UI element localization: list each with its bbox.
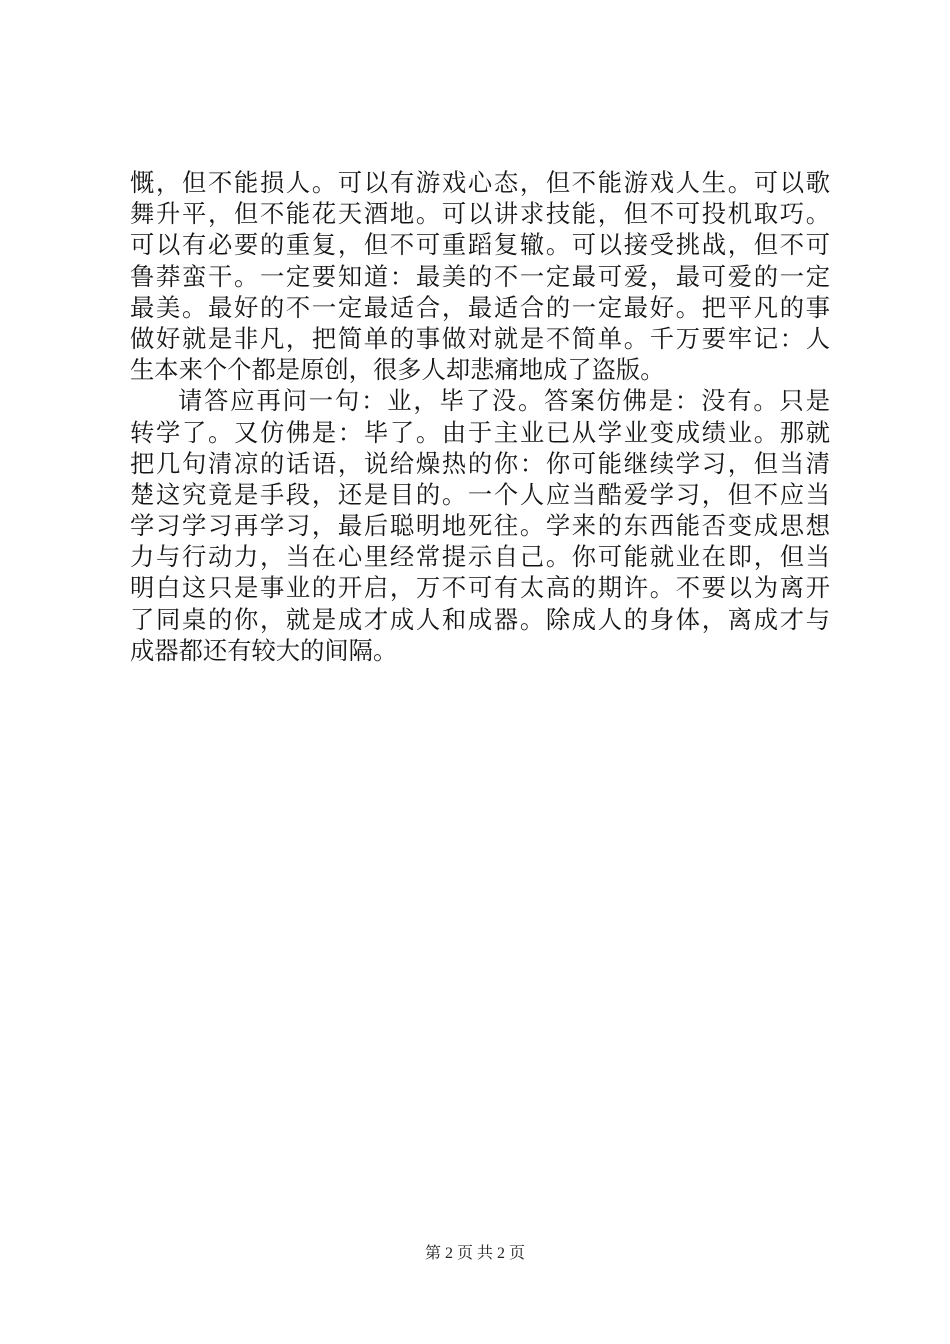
- text-line: 力与行动力，当在心里经常提示自己。你可能就业在即，但当: [130, 542, 830, 572]
- text-line: 做好就是非凡，把简单的事做对就是不简单。千万要牢记：人: [130, 323, 830, 353]
- text-line: 请答应再问一句：业，毕了没。答案仿佛是：没有。只是: [178, 386, 830, 416]
- text-line: 生本来个个都是原创，很多人却悲痛地成了盗版。: [130, 355, 665, 385]
- text-line: 把几句清凉的话语，说给燥热的你：你可能继续学习，但当清: [130, 448, 830, 478]
- text-line: 鲁莽蛮干。一定要知道：最美的不一定最可爱，最可爱的一定: [130, 261, 830, 291]
- page-number-footer: 第 2 页 共 2 页: [424, 1245, 525, 1262]
- text-line: 慨，但不能损人。可以有游戏心态，但不能游戏人生。可以歌: [130, 168, 830, 197]
- text-line: 可以有必要的重复，但不可重蹈复辙。可以接受挑战，但不可: [130, 230, 830, 260]
- text-line: 最美。最好的不一定最适合，最适合的一定最好。把平凡的事: [130, 292, 830, 322]
- text-line: 楚这究竟是手段，还是目的。一个人应当酷爱学习，但不应当: [130, 479, 830, 509]
- text-line: 成器都还有较大的间隔。: [130, 635, 398, 665]
- text-line: 学习学习再学习，最后聪明地死往。学来的东西能否变成思想: [130, 511, 830, 541]
- text-line: 明白这只是事业的开启，万不可有太高的期许。不要以为离开: [130, 573, 830, 603]
- body-text: [130, 167, 830, 666]
- paragraph-2: [130, 385, 830, 666]
- text-line: 了同桌的你，就是成才成人和成器。除成人的身体，离成才与: [130, 604, 830, 634]
- paragraph-1: [130, 167, 830, 385]
- text-line: 转学了。又仿佛是：毕了。由于主业已从学业变成绩业。那就: [130, 417, 830, 447]
- text-line: 舞升平，但不能花天酒地。可以讲求技能，但不可投机取巧。: [130, 199, 830, 229]
